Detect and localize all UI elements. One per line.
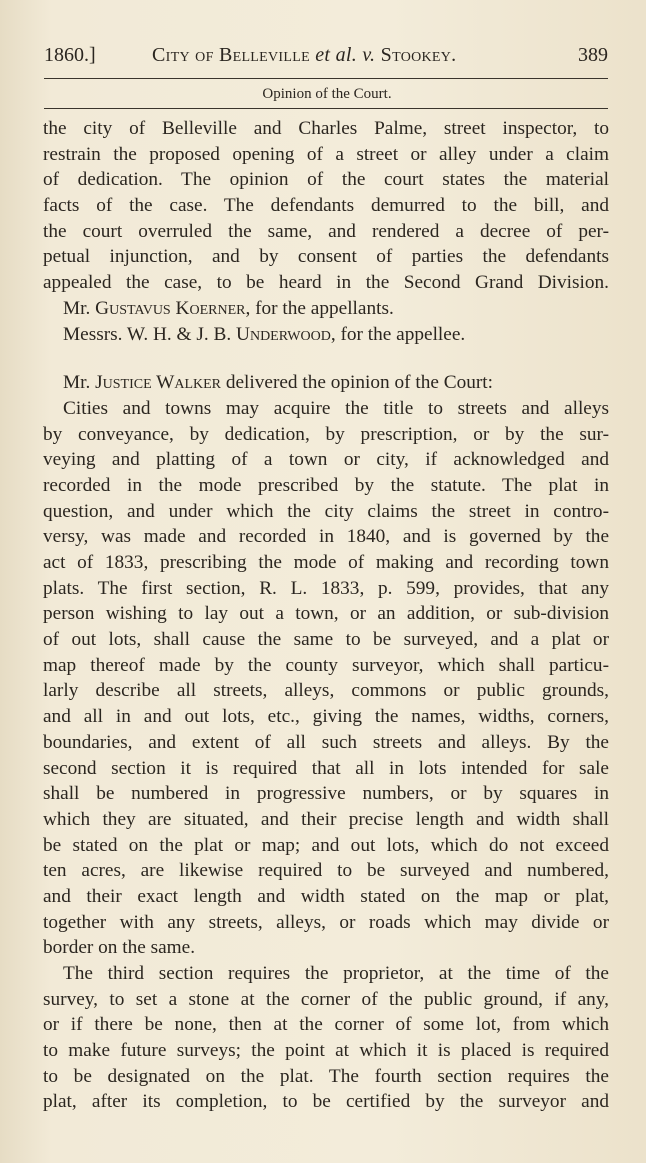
text-line: which they are situated, and their precise length and width shall [43, 808, 609, 830]
subheader: Opinion of the Court. [262, 86, 392, 102]
text-line: the city of Belleville and Charles Palme, street inspector, to [43, 118, 609, 139]
text-line: act of 1833, prescribing the mode of making and recording town [43, 552, 609, 573]
text-line: plats. The first section, R. L. 1833, p. 599, provides, that any [43, 577, 609, 599]
page-number: 389 [578, 44, 608, 66]
text-line: veying and platting of a town or city, if acknowledged and [43, 449, 609, 471]
text-line: Cities and towns may acquire the title to streets and alleys [63, 397, 609, 419]
text-line: shall be numbered in progressive numbers, or by squares in [43, 783, 609, 805]
opinion-intro-text: delivered the opinion of the Court: [225, 372, 494, 394]
text-line: restrain the proposed opening of a street or alley under a claim [43, 143, 609, 165]
case-title [152, 44, 457, 67]
text-line: appealed the case, to be heard in the Second Grand Division. [43, 272, 609, 294]
text-line: of dedication. The opinion of the court states the material [43, 169, 609, 191]
running-header [44, 44, 608, 72]
body-text [43, 116, 609, 1115]
year: 1860.] [44, 44, 96, 66]
text-line: The third section requires the proprietor, at the time of the [63, 963, 609, 984]
paragraph-facts [43, 116, 609, 296]
text-line: person wishing to lay out a town, or an addition, or sub-division [43, 603, 609, 625]
text-line: map thereof made by the county surveyor, which shall particu- [43, 654, 609, 676]
text-line: by conveyance, by dedication, by prescription, or by the sur- [43, 423, 609, 445]
case-title-versus: v. [362, 44, 376, 66]
text-line: to make future surveys; the point at which it is placed is required [43, 1040, 609, 1062]
text-line: recorded in the mode prescribed by the statute. The plat in [43, 474, 609, 496]
text-line: larly describe all streets, alleys, commons or public grounds, [43, 680, 609, 702]
opinion-intro [43, 370, 609, 396]
counsel-prefix: Mr. [63, 297, 91, 319]
counsel-name: Underwood, [236, 323, 336, 345]
text-line: versy, was made and recorded in 1840, and is governed by the [43, 526, 609, 548]
case-title-party: City of Belleville [152, 44, 310, 66]
counsel-role: for the appellee. [340, 323, 466, 345]
text-line: survey, to set a stone at the corner of the public ground, if any, [43, 988, 609, 1010]
counsel-name: Gustavus Koerner, [95, 297, 251, 319]
counsel-prefix: Messrs. W. H. & J. B. [63, 323, 232, 345]
text-line: the court overruled the same, and rendered a decree of per- [43, 220, 609, 242]
justice-prefix: Mr. [63, 372, 91, 394]
case-title-defendant: Stookey. [380, 44, 457, 66]
text-line: second section it is required that all in lots intended for sale [43, 757, 609, 779]
subheader-rule [44, 108, 608, 109]
paragraph-opinion-1 [43, 396, 609, 961]
text-line: be stated on the plat or map; and out lots, which do not exceed [43, 834, 609, 856]
text-line: or if there be none, then at the corner of some lot, from which [43, 1014, 609, 1036]
counsel-role: for the appellants. [255, 297, 394, 319]
paragraph-opinion-2 [43, 961, 609, 1115]
counsel-appellee [43, 322, 609, 348]
text-line: to be designated on the plat. The fourth section requires the [43, 1065, 609, 1087]
text-line: question, and under which the city claims the street in contro- [43, 500, 609, 522]
text-line: facts of the case. The defendants demurred to the bill, and [43, 195, 609, 217]
case-title-etal: et al. [315, 44, 358, 66]
text-line: plat, after its completion, to be certified by the surveyor and [43, 1091, 609, 1113]
text-line: of out lots, shall cause the same to be surveyed, and a plat or [43, 629, 609, 651]
text-line: border on the same. [43, 937, 196, 959]
counsel-appellants [43, 296, 609, 322]
text-line: and all in and out lots, etc., giving the names, widths, corners, [43, 706, 609, 728]
text-line: boundaries, and extent of all such streets and alleys. By the [43, 731, 609, 753]
justice-name: Justice Walker [95, 372, 221, 394]
text-line: together with any streets, alleys, or roads which may divide or [43, 911, 609, 933]
text-line: ten acres, are likewise required to be surveyed and numbered, [43, 860, 609, 882]
text-line: and their exact length and width stated on the map or plat, [43, 885, 609, 907]
text-line: petual injunction, and by consent of parties the defendants [43, 246, 609, 268]
header-rule [44, 78, 608, 79]
